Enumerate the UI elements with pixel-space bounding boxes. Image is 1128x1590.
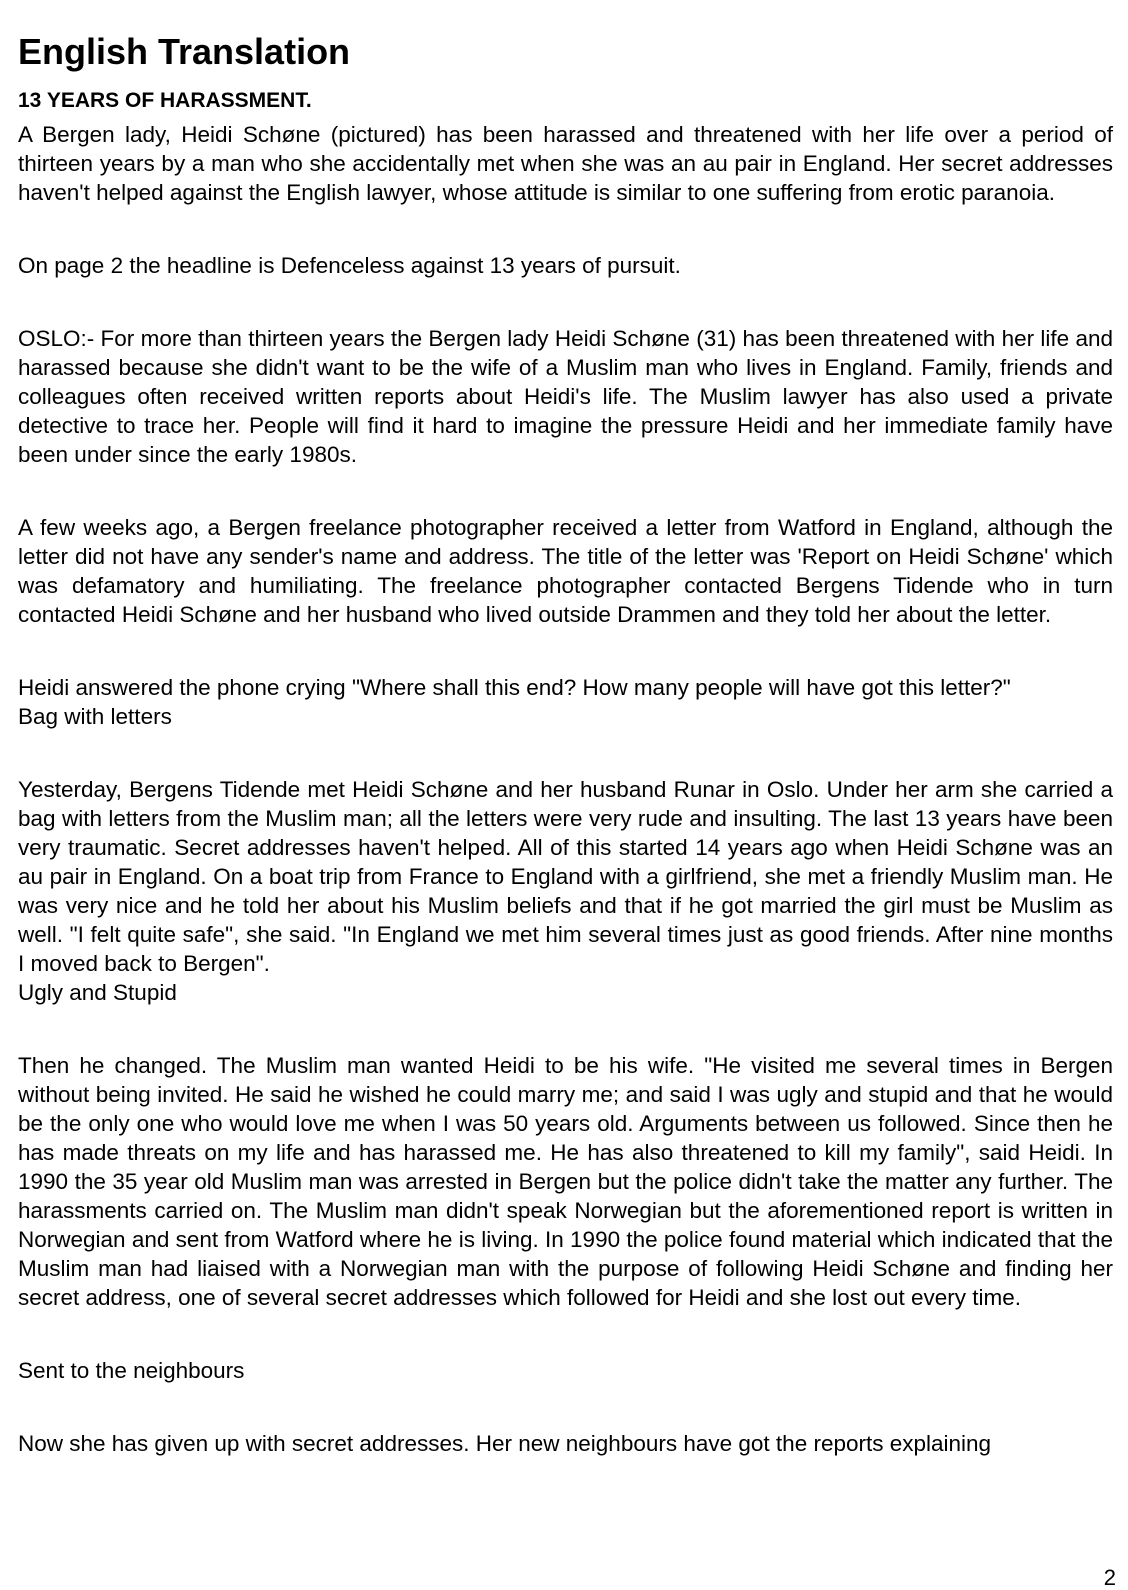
changed-paragraph: Then he changed. The Muslim man wanted Heidi to be his wife. "He visited me several times in Bergen without being invited. He said he wished he could marry me; and said I was ugly and stupid and that he would be the only one who would love me when I was 50 years old. Arguments between us followed. Since then he has made threats on my life and has harassed me. He has also threatened to kill my family", said Heidi. In 1990 the 35 year old Muslim man was arrested in Bergen but the police didn't take the matter any further. The harassments carried on. The Muslim man didn't speak Norwegian but the aforementioned report is written in Norwegian and sent from Watford where he is living. In 1990 the police found material which indicated that the Muslim man had liaised with a Norwegian man with the purpose of following Heidi Schøne and finding her secret address, one of several secret addresses which followed for Heidi and she lost out every time. — [18, 1053, 1113, 1310]
intro-paragraph: A Bergen lady, Heidi Schøne (pictured) has been harassed and threatened with her life over a period of thirteen years by a man who she accidentally met when she was an au pair in England. Her secret addresses haven't helped against the English lawyer, whose attitude is similar to one suffering from erotic paranoia. — [18, 122, 1113, 205]
now-paragraph: Now she has given up with secret addresses. Her new neighbours have got the reports explaining — [18, 1431, 992, 1456]
letter-paragraph: A few weeks ago, a Bergen freelance photographer received a letter from Watford in England, although the letter did not have any sender's name and address. The title of the letter was 'Report on Heidi Schøne' which was defamatory and humiliating. The freelance photographer contacted Bergens Tidende who in turn contacted Heidi Schøne and her husband who lived outside Drammen and they told her about the letter. — [18, 515, 1113, 627]
subhead-sent-to-neighbours: Sent to the neighbours — [18, 1358, 245, 1383]
subhead-ugly-and-stupid: Ugly and Stupid — [18, 980, 177, 1005]
page-two-note: On page 2 the headline is Defenceless against 13 years of pursuit. — [18, 253, 681, 278]
document-page — [18, 28, 1113, 1458]
oslo-paragraph: OSLO:- For more than thirteen years the Bergen lady Heidi Schøne (31) has been threatened with her life and harassed because she didn't want to be the wife of a Muslim man who lives in England. Family, friends and colleagues often received written reports about Heidi's life. The Muslim lawyer has also used a private detective to trace her. People will find it hard to imagine the pressure Heidi and her immediate family have been under since the early 1980s. — [18, 326, 1113, 467]
subhead-bag-with-letters: Bag with letters — [18, 704, 172, 729]
yesterday-paragraph — [18, 775, 1113, 1007]
phone-quote: Heidi answered the phone crying "Where shall this end? How many people will have got this letter?" — [18, 675, 1011, 700]
yesterday-text: Yesterday, Bergens Tidende met Heidi Schøne and her husband Runar in Oslo. Under her arm she carried a bag with letters from the Muslim man; all the letters were very rude and insulting. The last 13 years have been very traumatic. Secret addresses haven't helped. All of this started 14 years ago when Heidi Schøne was an au pair in England. On a boat trip from France to England with a girlfriend, she met a friendly Muslim man. He was very nice and he told her about his Muslim beliefs and that if he got married the girl must be Muslim as well. "I felt quite safe", she said. "In England we met him several times just as good friends. After nine months I moved back to Bergen". — [18, 777, 1113, 976]
phone-paragraph — [18, 673, 1113, 731]
article-headline: 13 YEARS OF HARASSMENT. — [18, 89, 312, 112]
document-title: English Translation — [18, 31, 351, 72]
page-number: 2 — [1103, 1565, 1116, 1590]
